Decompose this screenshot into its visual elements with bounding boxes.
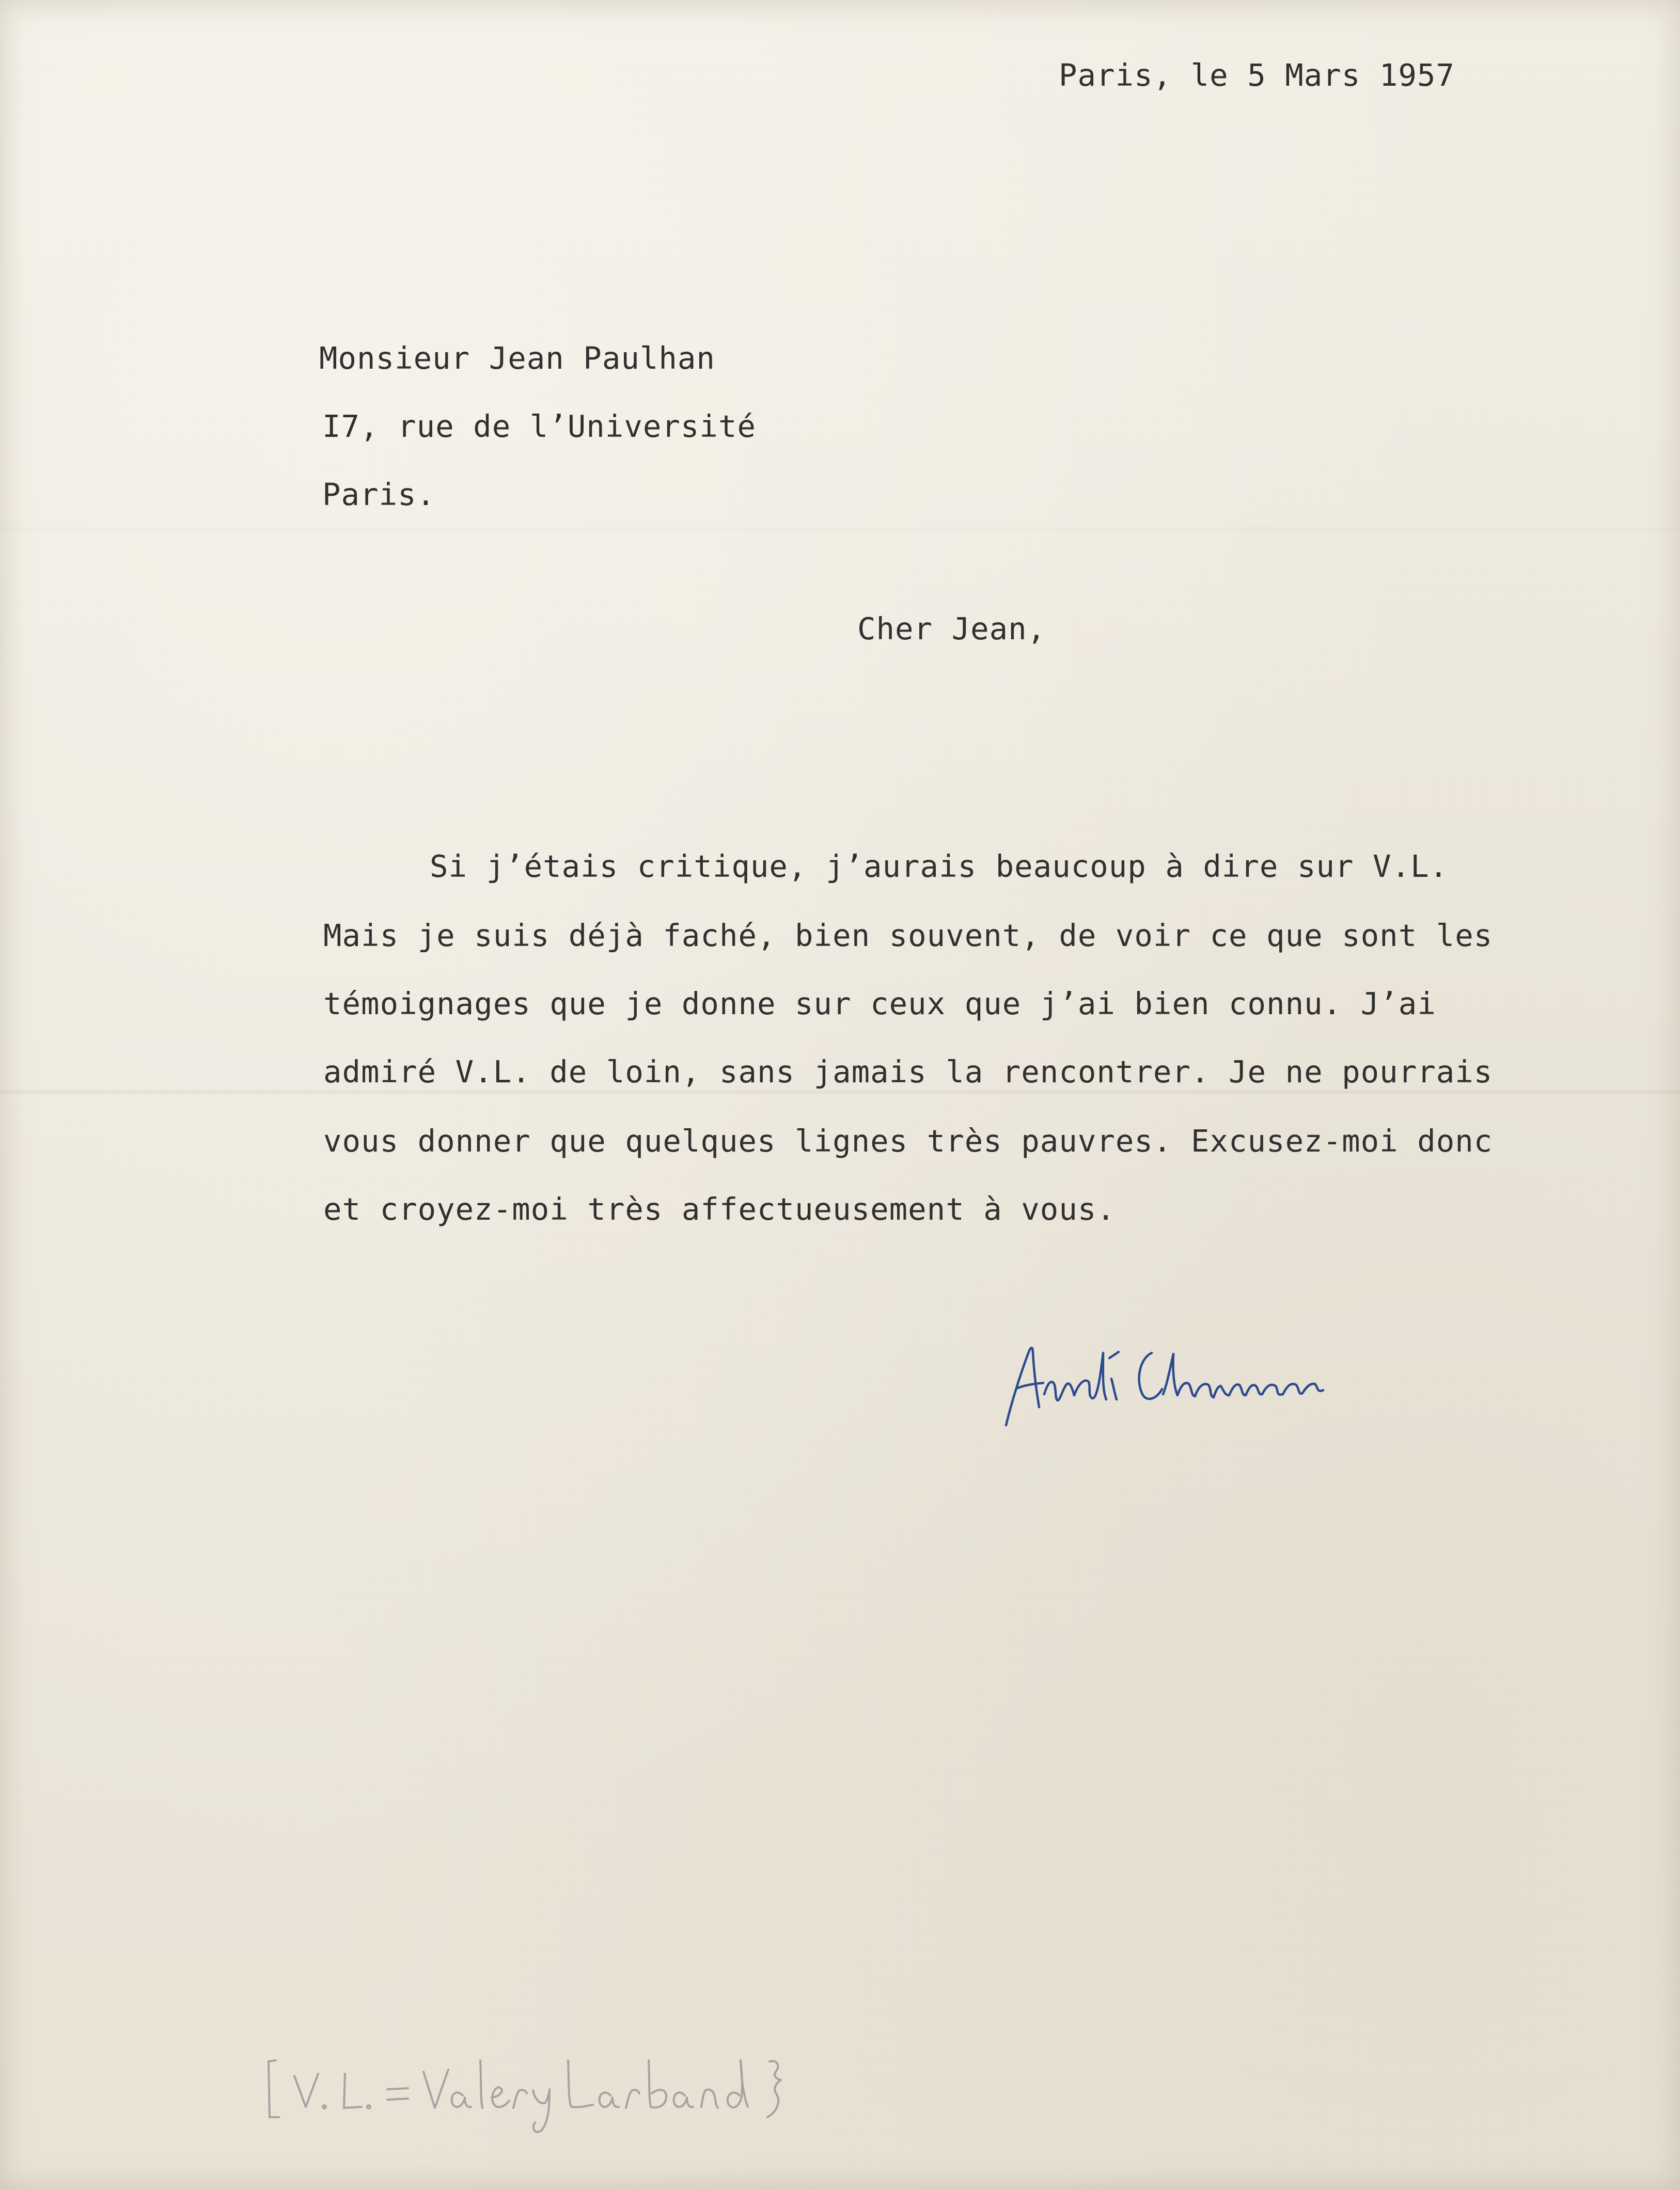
body-line: admiré V.L. de loin, sans jamais la rencontrer. Je ne pourrais (323, 1054, 1493, 1090)
body-line: et croyez-moi très affectueusement à vous. (323, 1191, 1116, 1227)
body-line: vous donner que quelques lignes très pauvres. Excusez-moi donc (323, 1123, 1493, 1159)
pencil-annotation (258, 2040, 826, 2143)
salutation: Cher Jean, (857, 611, 1046, 647)
recipient-street: I7, rue de l’Université (322, 408, 756, 444)
recipient-city: Paris. (322, 477, 436, 512)
paper-crease (0, 527, 1680, 532)
paper-fold (0, 1090, 1680, 1095)
handwritten-signature (997, 1322, 1327, 1441)
letter-date: Paris, le 5 Mars 1957 (1059, 57, 1455, 93)
recipient-name: Monsieur Jean Paulhan (319, 340, 715, 376)
body-line: Si j’étais critique, j’aurais beaucoup à dire sur V.L. (430, 848, 1449, 884)
body-line: Mais je suis déjà faché, bien souvent, de voir ce que sont les (323, 918, 1493, 953)
body-line: témoignages que je donne sur ceux que j’ai bien connu. J’ai (323, 986, 1436, 1021)
